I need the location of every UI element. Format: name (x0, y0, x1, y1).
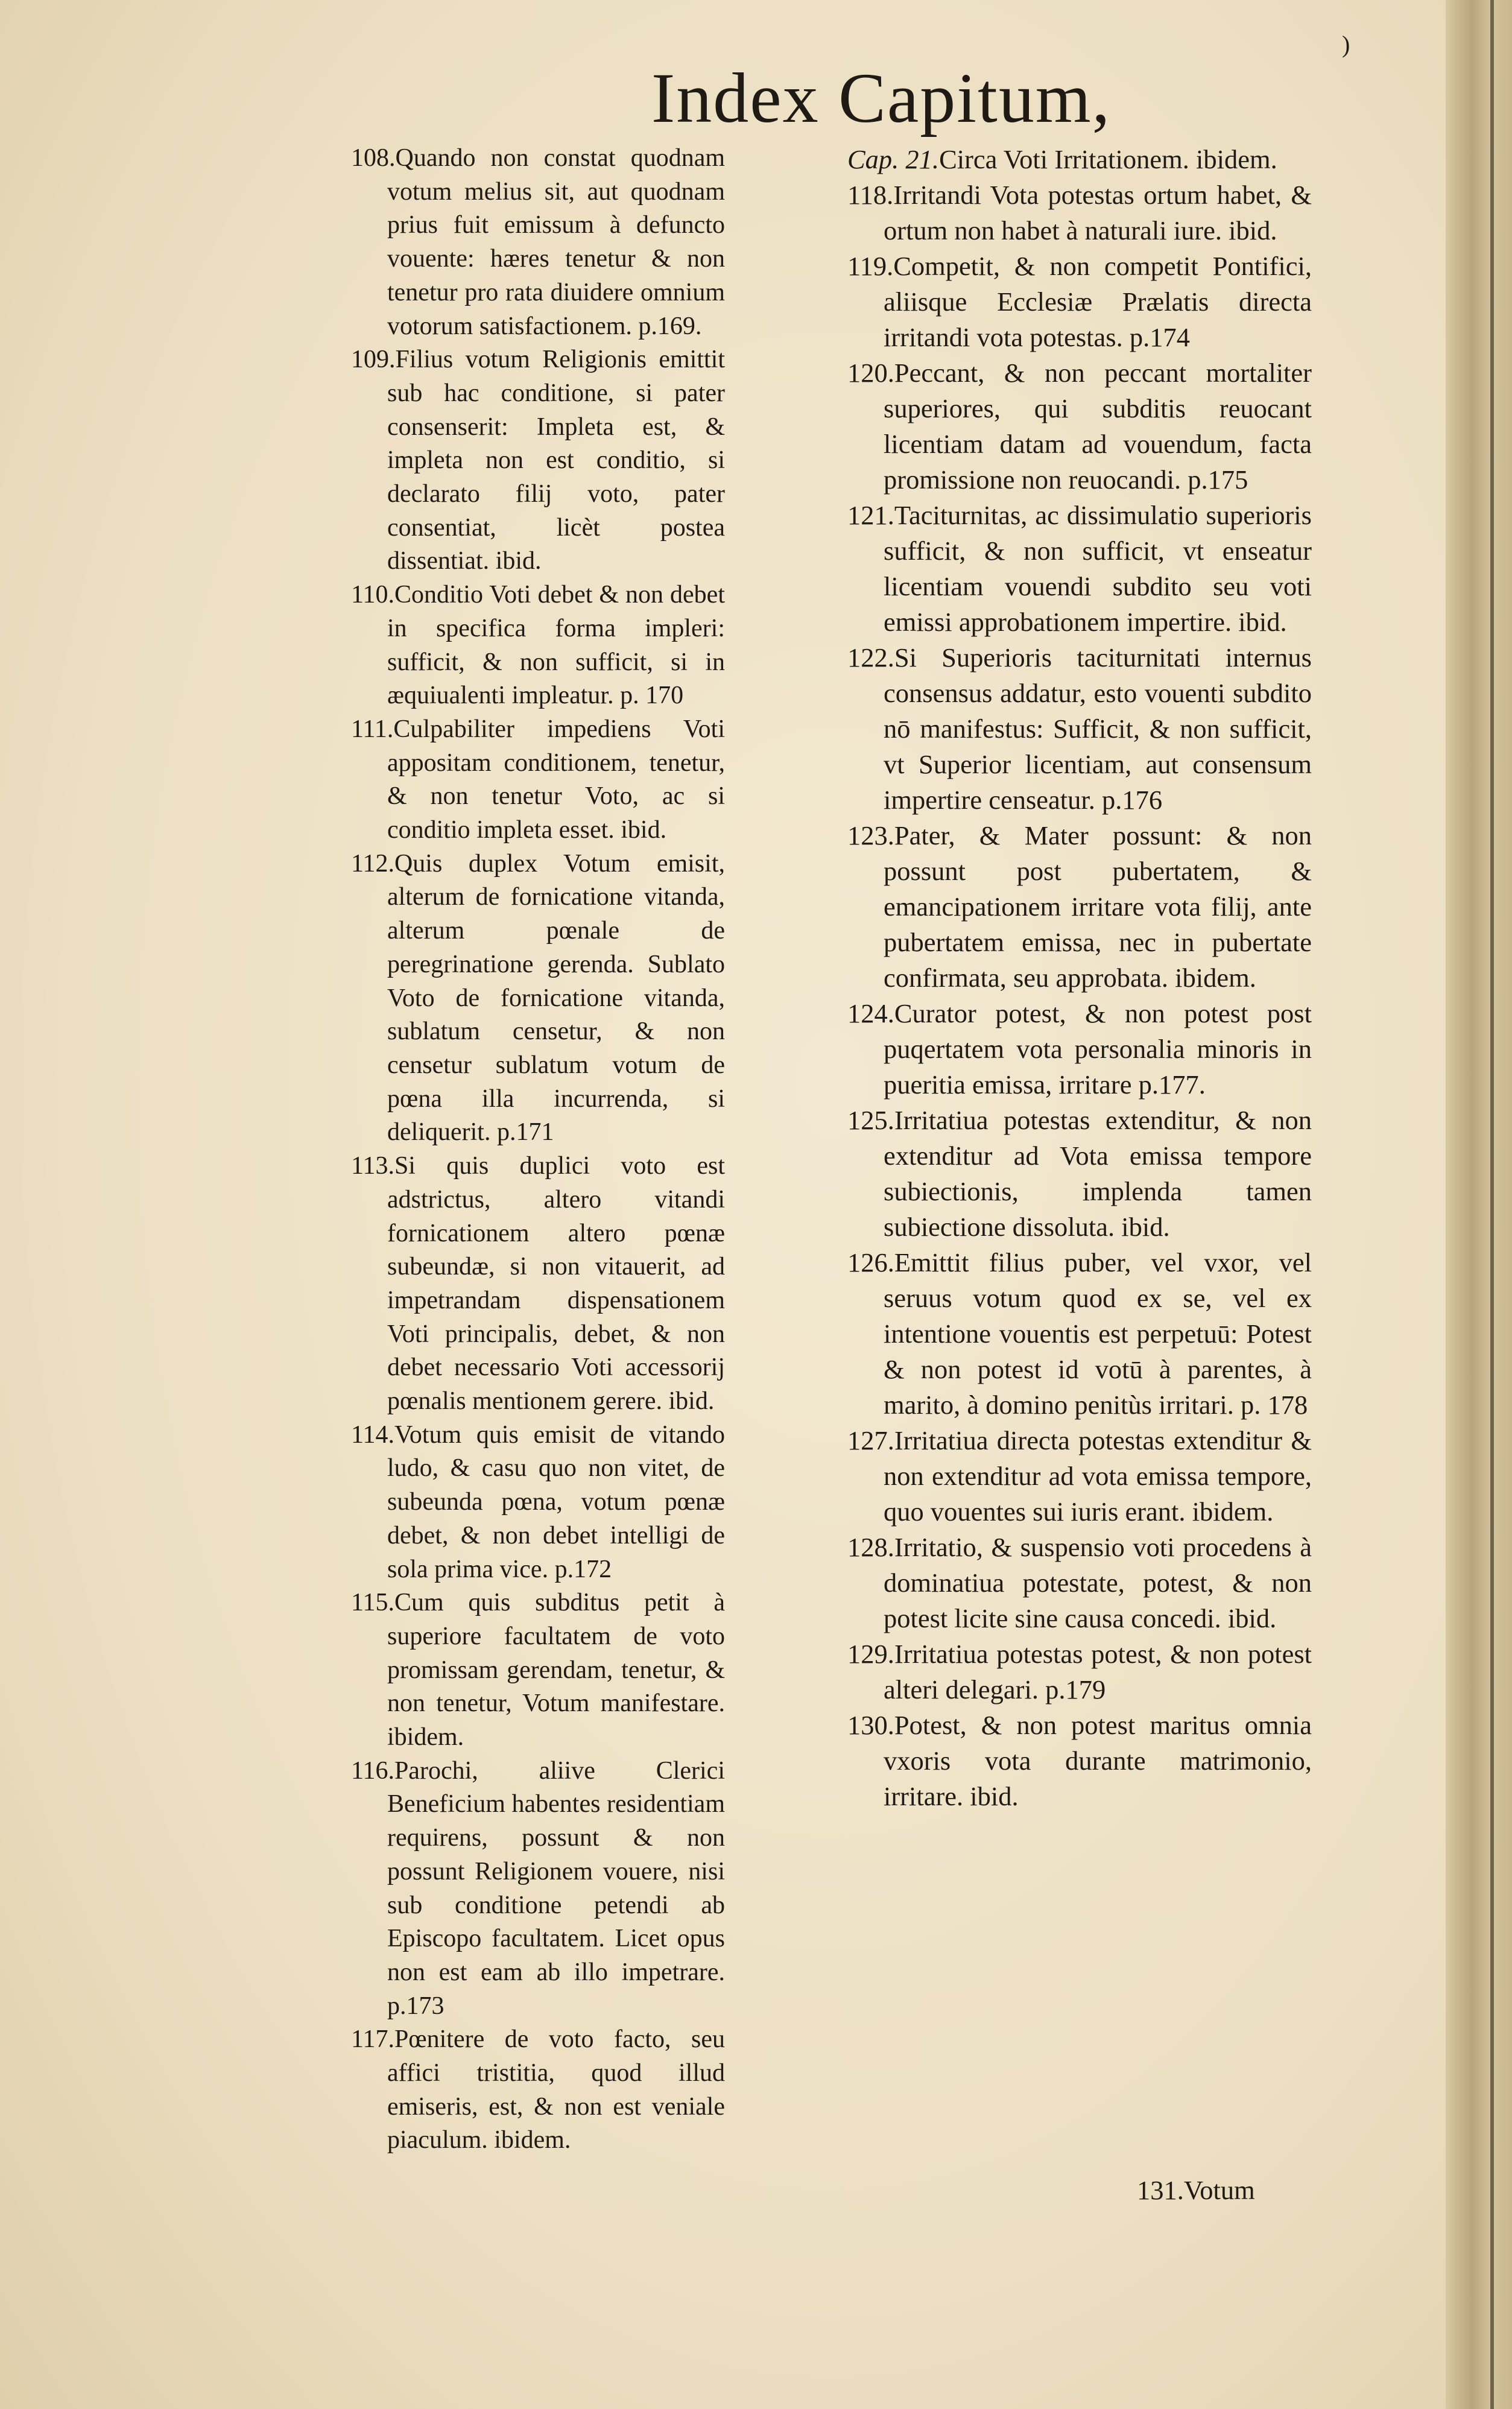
chapter-heading: Cap. 21.Circa Voti Irritationem. ibidem. (847, 144, 1277, 174)
index-entry: 119.Competit, & non competit Pontifici, aliisque Ecclesiæ Prælatis directa irritandi vota potestas. p.174 (847, 251, 1312, 352)
index-entry: 120.Peccant, & non peccant mortaliter superiores, qui subditis reuocant licentiam datam ad vouendum, facta promissione non reuocandi. p.175 (847, 358, 1312, 495)
index-entry: 121.Taciturnitas, ac dissimulatio superioris sufficit, & non sufficit, vt enseatur licentiam vouendi subdito seu voti emissi approbationem impertire. ibid. (847, 500, 1312, 637)
folio-mark: ) (1342, 31, 1350, 58)
index-entry: 113.Si quis duplici voto est adstrictus, altero vitandi fornicationem altero pœnæ subeundæ, si non vitauerit, ad impetrandam dispensationem Voti principalis, debet, & non debet necessario Voti accessorij pœnalis mentionem gerere. ibid. (351, 1152, 725, 1416)
index-entry: 129.Irritatiua potestas potest, & non potest alteri delegari. p.179 (847, 1639, 1312, 1705)
index-entry: 127.Irritatiua directa potestas extenditur & non extenditur ad vota emissa tempore, quo vouentes sui iuris erant. ibidem. (847, 1425, 1312, 1527)
index-entry: 109.Filius votum Religionis emittit sub hac conditione, si pater consenserit: Impleta est, & impleta non est conditio, si declarato filij voto, pater consentiat, licèt postea dissentiat. ibid. (351, 346, 725, 575)
index-entry: 110.Conditio Voti debet & non debet in specifica forma impleri: sufficit, & non sufficit, si in æquiualenti impleatur. p. 170 (351, 581, 725, 710)
book-spine (1446, 0, 1512, 2409)
catchword: 131.Votum (1137, 2175, 1255, 2205)
page-title: Index Capitum, (651, 59, 1112, 138)
index-entry: 114.Votum quis emisit de vitando ludo, & casu quo non vitet, de subeunda pœna, votum pœnæ debet, & non debet intelligi de sola prima vice. p.172 (351, 1420, 725, 1583)
spine-edge (1490, 0, 1494, 2409)
index-entry: 124.Curator potest, & non potest post puqertatem vota personalia minoris in pueritia emissa, irritare p.177. (847, 998, 1312, 1100)
index-entry: 118.Irritandi Vota potestas ortum habet, & ortum non habet à naturali iure. ibid. (847, 180, 1312, 245)
index-entry: 108.Quando non constat quodnam votum melius sit, aut quodnam prius fuit emissum à defuncto vouente: hæres tenetur & non tenetur pro rata diuidere omnium votorum satisfactionem. p.169. (351, 144, 725, 340)
index-entry: 128.Irritatio, & suspensio voti procedens à dominatiua potestate, potest, & non potest licite sine causa concedi. ibid. (847, 1532, 1312, 1633)
index-entry: 125.Irritatiua potestas extenditur, & non extenditur ad Vota emissa tempore subiectionis, implenda tamen subiectione dissoluta. ibid. (847, 1105, 1312, 1242)
index-entry: 123.Pater, & Mater possunt: & non possunt post pubertatem, & emancipationem irritare vota filij, ante pubertatem emissa, nec in pubertate confirmata, seu approbata. ibidem. (847, 820, 1312, 993)
index-entry: 122.Si Superioris taciturnitati internus consensus addatur, esto vouenti subdito nō manifestus: Sufficit, & non sufficit, vt Superior licentiam, aut consensum impertire censeatur. p.176 (847, 642, 1312, 815)
index-entry: 115.Cum quis subditus petit à superiore facultatem de voto promissam gerendam, tenetur, & non tenetur, Votum manifestare. ibidem. (351, 1589, 725, 1752)
left-column (351, 142, 725, 2157)
index-entry: 130.Potest, & non potest maritus omnia vxoris vota durante matrimonio, irritare. ibid. (847, 1710, 1312, 1811)
index-entry: 117.Pœnitere de voto facto, seu affici tristitia, quod illud emiseris, est, & non est veniale piaculum. ibidem. (351, 2025, 725, 2154)
index-entry: 126.Emittit filius puber, vel vxor, vel seruus votum quod ex se, vel ex intentione vouentis est perpetuū: Potest & non potest id votū à parentes, à marito, à domino penitùs irritari. p. 178 (847, 1247, 1312, 1420)
index-entry: 111.Culpabiliter impediens Voti appositam conditionem, tenetur, & non tenetur Voto, ac si conditio impleta esset. ibid. (351, 715, 725, 844)
index-entry: 112.Quis duplex Votum emisit, alterum de fornicatione vitanda, alterum pœnale de peregrinatione gerenda. Sublato Voto de fornicatione vitanda, sublatum censetur, & non censetur sublatum votum de pœna illa incurrenda, si deliquerit. p.171 (351, 849, 725, 1147)
index-entry: 116.Parochi, aliive Clerici Beneficium habentes residentiam requirens, possunt & non possunt Religionem vouere, nisi sub conditione petendi ab Episcopo facultatem. Licet opus non est eam ab illo impetrare. p.173 (351, 1756, 725, 2020)
right-column (847, 142, 1312, 1814)
